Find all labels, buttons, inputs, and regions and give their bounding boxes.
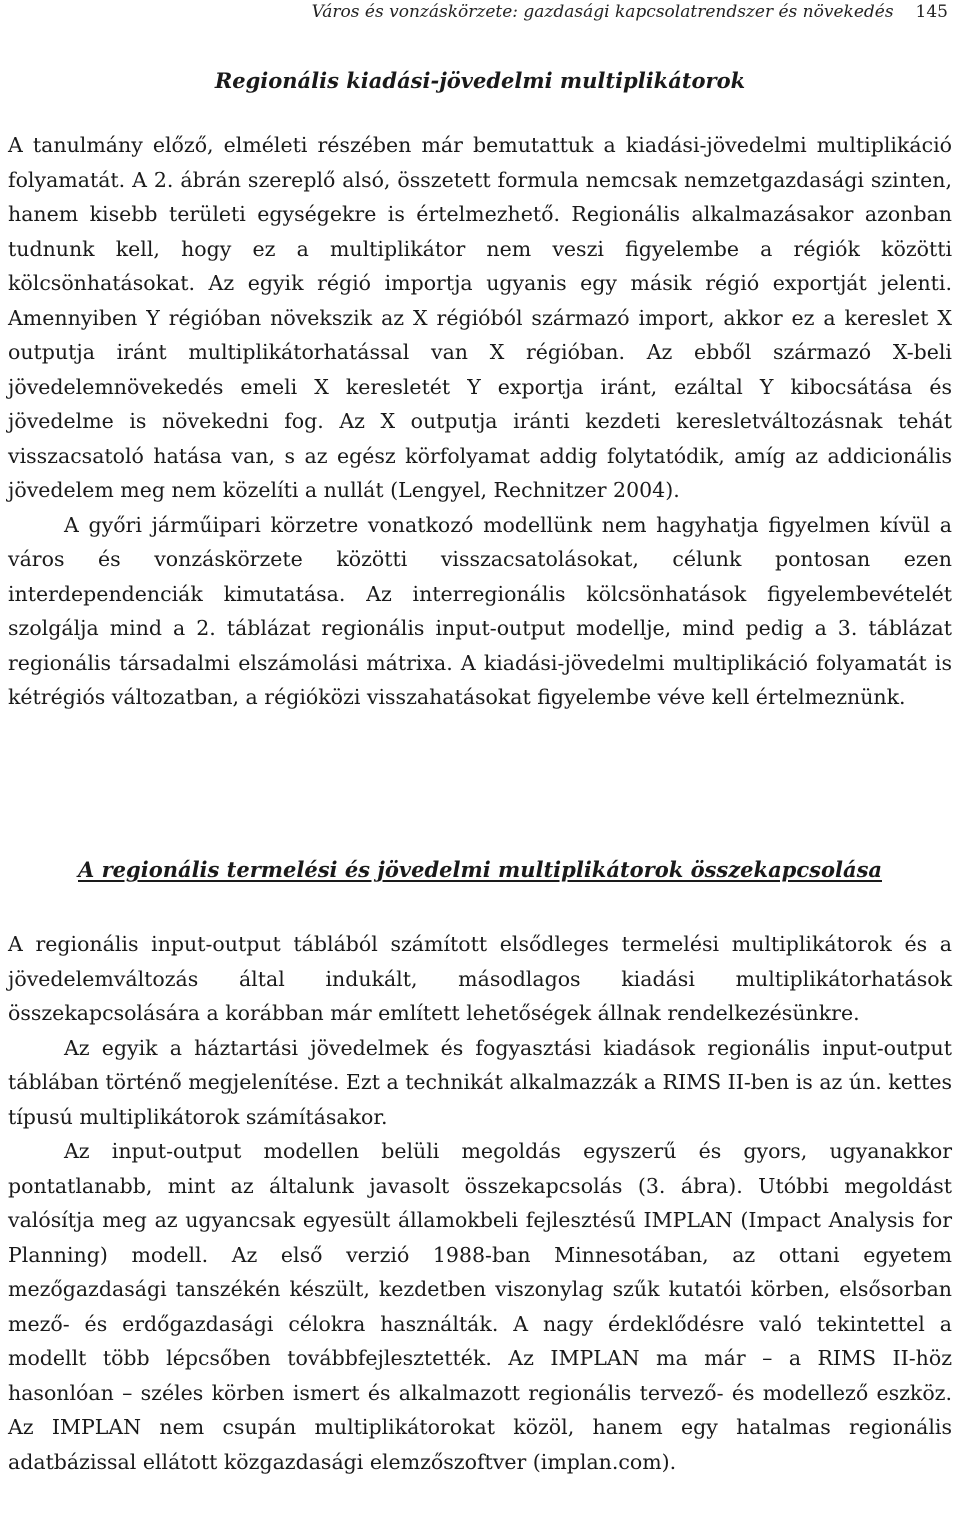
- section-heading-linkage: A regionális termelési és jövedelmi multiplikátorok összekapcsolása: [78, 857, 882, 882]
- paragraph: Az input-output modellen belüli megoldás egyszerű és gyors, ugyanakkor pontatlanabb, mint az általunk javasolt összekapcsolás (3. ábra). Utóbbi megoldást valósítja meg az ugyancsak egyesült államokbeli fejlesztésű IMPLAN (Impact Analysis for Planning) modell. Az első verzió 1988-ban Minnesotában, az ottani egyetem mezőgazdasági tanszékén készült, kezdetben viszonylag szűk kutatói körben, elsősorban mező- és erdőgazdasági célokra használták. A nagy érdeklődésre való tekintettel a modellt több lépcsőben továbbfejlesztették. Az IMPLAN ma már – a RIMS II-höz hasonlóan – széles körben ismert és alkalmazott regionális tervező- és modellező eszköz. Az IMPLAN nem csupán multiplikátorokat közöl, hanem egy hatalmas regionális adatbázissal ellátott közgazdasági elemzőszoftver (implan.com).: [8, 1139, 952, 1474]
- paragraph: A győri járműipari körzetre vonatkozó modellünk nem hagyhatja figyelmen kívül a város és vonzáskörzete közötti visszacsatolásokat, célunk pontosan ezen interdependenciák kimutatása. Az interregionális kölcsönhatások figyelembevételét szolgálja mind a 2. táblázat regionális input-output modellje, mind pedig a 3. táblázat regionális társadalmi elszámolási mátrixa. A kiadási-jövedelmi multiplikáció folyamatát is kétrégiós változatban, a régióközi visszahatásokat figyelembe véve kell értelmeznünk.: [8, 512, 952, 709]
- page-number: 145: [915, 2, 948, 22]
- paragraph: A regionális input-output táblából számított elsődleges termelési multiplikátorok és a jövedelemváltozás által indukált, másodlagos kiadási multiplikátorhatások összekapcsolására a korábban már említett lehetőségek állnak rendelkezésünkre.: [8, 932, 952, 1025]
- section-body-1: [8, 128, 952, 715]
- running-header: [312, 2, 948, 22]
- paragraph: A tanulmány előző, elméleti részében már bemutattuk a kiadási-jövedelmi multiplikáció folyamatát. A 2. ábrán szereplő alsó, összetett formula nemcsak nemzetgazdasági szinten, hanem kisebb területi egységekre is értelmezhető. Regionális alkalmazásakor azonban tudnunk kell, hogy ez a multiplikátor nem veszi figyelembe a régiók közötti kölcsönhatásokat. Az egyik régió importja ugyanis egy másik régió exportját jelenti. Amennyiben Y régióban növekszik az X régióból származó import, akkor ez a kereslet X outputja iránt multiplikátorhatással van X régióban. Az ebből származó X-beli jövedelemnövekedés emeli X keresletét Y exportja iránt, ezáltal Y kibocsátása és jövedelme is növekedni fog. Az X outputja iránti kezdeti keresletváltozásnak tehát visszacsatoló hatása van, s az egész körfolyamat addig folytatódik, amíg az addicionális jövedelem meg nem közelíti a nullát (Lengyel, Rechnitzer 2004).: [8, 133, 952, 502]
- paragraph: Az egyik a háztartási jövedelmek és fogyasztási kiadások regionális input-output táblában történő megjelenítése. Ezt a technikát alkalmazzák a RIMS II-ben is az ún. kettes típusú multiplikátorok számításakor.: [8, 1035, 952, 1129]
- section-heading-multipliers: Regionális kiadási-jövedelmi multiplikátorok: [214, 68, 746, 93]
- section-body-2: [8, 927, 952, 1479]
- running-title: Város és vonzáskörzete: gazdasági kapcsolatrendszer és növekedés: [311, 2, 894, 22]
